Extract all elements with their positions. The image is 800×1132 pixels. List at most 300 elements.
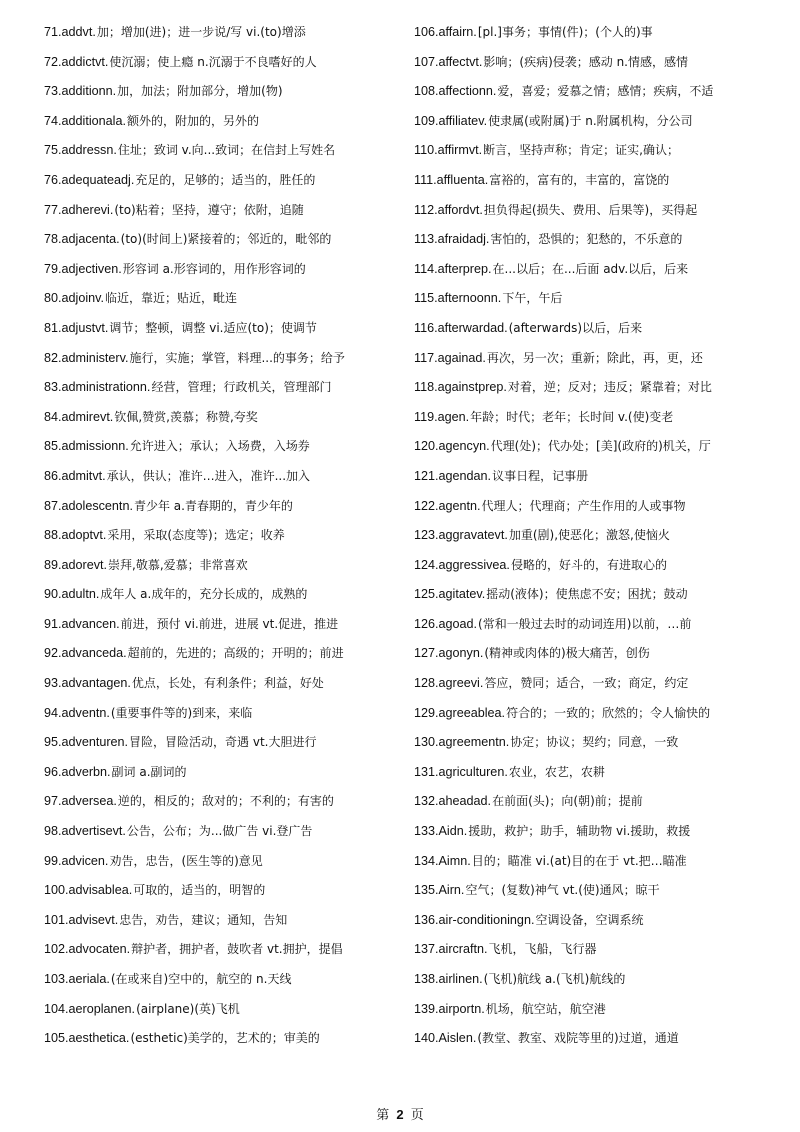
entry-pos: v. xyxy=(476,587,486,602)
vocab-entry xyxy=(44,668,416,698)
entry-word: admire xyxy=(61,409,101,424)
entry-definition: 议事日程，记事册 xyxy=(492,468,589,483)
entry-number: 110. xyxy=(414,143,438,158)
entry-number: 77. xyxy=(44,202,62,217)
entry-word: adolescent xyxy=(61,498,123,513)
entry-pos: ad. xyxy=(473,794,492,809)
entry-definition: 再次，另一次；重新；除此，再，更，还 xyxy=(486,350,703,365)
entry-pos: vt. xyxy=(469,54,483,69)
entry-number: 133. xyxy=(414,824,439,839)
entry-definition: 符合的；一致的；欣然的；令人愉快的 xyxy=(506,705,711,720)
entry-pos: n. xyxy=(106,143,117,158)
entry-number: 119. xyxy=(414,409,438,424)
page-footer xyxy=(0,1104,800,1123)
entry-number: 108. xyxy=(414,84,439,99)
vocab-entry xyxy=(44,402,416,432)
vocab-entry xyxy=(44,491,416,521)
entry-word: affection xyxy=(438,84,486,99)
entry-number: 120. xyxy=(414,439,439,454)
entry-definition: (重要事件等的)到来，来临 xyxy=(110,705,253,720)
entry-pos: a. xyxy=(494,705,506,720)
entry-definition: 协定；协议；契约；同意，一致 xyxy=(510,735,679,750)
entry-number: 82. xyxy=(44,350,62,365)
entry-pos: a. xyxy=(121,883,133,898)
entry-definition: 调节；整顿，调整 vi.适应(to)；使调节 xyxy=(109,320,317,335)
entry-pos: n. xyxy=(497,764,508,779)
vocab-entry xyxy=(414,491,786,521)
entry-definition: 施行，实施；掌管，料理...的事务；给予 xyxy=(129,350,345,365)
vocab-entry xyxy=(414,17,786,47)
vocab-entry xyxy=(414,698,786,728)
entry-word: afford xyxy=(437,202,470,217)
entry-word: afternoon xyxy=(437,291,491,306)
entry-pos: a. xyxy=(116,646,127,661)
entry-pos: a. xyxy=(118,1031,130,1046)
entry-definition: 住址；致词 v.向...致词；在信封上写姓名 xyxy=(117,143,336,158)
entry-number: 124. xyxy=(414,557,439,572)
entry-pos: v. xyxy=(95,291,105,306)
entry-number: 129. xyxy=(414,705,439,720)
entry-pos: prep. xyxy=(478,380,507,395)
entry-definition: 农业，农艺，农耕 xyxy=(508,764,605,779)
entry-pos: prep. xyxy=(462,261,492,276)
entry-definition: 崇拜,敬慕,爱慕；非常喜欢 xyxy=(108,557,248,572)
entry-definition: 影响；(疾病)侵袭；感动 n.情感，感情 xyxy=(483,54,688,69)
footer-prefix: 第 xyxy=(376,1108,390,1123)
entry-pos: n. xyxy=(109,616,120,631)
vocab-entry xyxy=(44,727,416,757)
entry-number: 89. xyxy=(44,557,62,572)
entry-number: 79. xyxy=(44,261,62,276)
entry-word: agriculture xyxy=(438,764,498,779)
entry-definition: 加；增加(进)；进一步说/写 vi.(to)增添 xyxy=(96,25,306,39)
vocab-entry xyxy=(414,195,786,225)
entry-pos: n. xyxy=(122,498,133,513)
entry-word: air-conditioning xyxy=(438,912,524,927)
entry-pos: a. xyxy=(109,232,120,247)
entry-word: adverb xyxy=(61,764,101,779)
entry-word: ahead xyxy=(438,794,474,809)
entry-pos: vi. xyxy=(100,202,114,217)
vocab-entry xyxy=(414,550,786,580)
entry-number: 81. xyxy=(44,320,62,335)
entry-number: 115. xyxy=(414,291,438,306)
vocab-entry xyxy=(414,875,786,905)
entry-pos: vt. xyxy=(468,143,483,158)
vocab-entry xyxy=(414,609,786,639)
entry-definition: 冒险，冒险活动，奇遇 vt.大胆进行 xyxy=(129,735,317,750)
entry-number: 136. xyxy=(414,912,439,927)
entry-pos: n. xyxy=(111,261,122,276)
vocab-entry xyxy=(44,934,416,964)
entry-pos: ad. xyxy=(468,350,486,365)
entry-number: 105. xyxy=(44,1031,69,1046)
entry-definition: 使沉溺；使上瘾 n.沉溺于不良嗜好的人 xyxy=(109,54,317,69)
vocab-entry xyxy=(44,313,416,343)
entry-definition: 空调设备，空调系统 xyxy=(535,912,644,927)
entry-definition: 答应，赞同；适合，一致；商定，约定 xyxy=(484,676,689,691)
vocab-entry xyxy=(44,550,416,580)
vocab-entry xyxy=(414,224,786,254)
entry-pos: n. xyxy=(470,498,481,513)
entry-number: 109. xyxy=(414,113,439,128)
vocab-entry xyxy=(414,757,786,787)
entry-number: 114. xyxy=(414,261,438,276)
entry-definition: 在前面(头)；向(朝)前；提前 xyxy=(492,794,643,809)
entry-pos: a. xyxy=(499,557,510,572)
entry-definition: (to)粘着；坚持，遵守；依附，追随 xyxy=(114,202,304,217)
entry-definition: 代理(处)；代办处；[美](政府的)机关，厅 xyxy=(490,439,711,454)
entry-pos: vt. xyxy=(95,54,109,69)
entry-definition: 形容词 a.形容词的，用作形容词的 xyxy=(122,261,306,276)
entry-number: 138. xyxy=(414,972,439,986)
entry-word: Aisle xyxy=(438,1031,466,1046)
entry-word: ago xyxy=(438,616,460,631)
vocab-entry xyxy=(414,964,786,994)
entry-pos: vi. xyxy=(470,676,484,691)
vocab-entry xyxy=(414,579,786,609)
entry-word: aircraft xyxy=(438,942,478,957)
entry-definition: 侵略的，好斗的，有进取心的 xyxy=(510,557,667,572)
entry-word: agree xyxy=(438,676,471,691)
entry-pos: n. xyxy=(456,824,468,839)
entry-word: aerial xyxy=(68,972,100,986)
entry-number: 99. xyxy=(44,853,62,868)
entry-definition: [pl.]事务；事情(件)；(个人的)事 xyxy=(477,25,653,39)
entry-definition: (常和一般过去时的动词连用)以前，…前 xyxy=(478,616,692,631)
vocab-entry xyxy=(44,135,416,165)
entry-number: 132. xyxy=(414,794,439,809)
entry-pos: v. xyxy=(119,350,129,365)
left-column xyxy=(44,17,416,1053)
entry-number: 101. xyxy=(44,912,69,927)
entry-number: 126. xyxy=(414,616,439,631)
entry-word: affair xyxy=(438,25,467,39)
vocab-entry xyxy=(44,224,416,254)
vocab-entry xyxy=(44,372,416,402)
entry-pos: n. xyxy=(474,1001,485,1016)
entry-word: agreement xyxy=(438,735,499,750)
vocab-entry xyxy=(414,994,786,1024)
entry-number: 84. xyxy=(44,409,62,424)
entry-word: afraid xyxy=(437,232,470,247)
entry-pos: n. xyxy=(523,912,535,927)
entry-number: 96. xyxy=(44,764,62,779)
entry-number: 121. xyxy=(414,468,439,483)
entry-word: afterward xyxy=(437,320,491,335)
vocab-entry xyxy=(414,520,786,550)
entry-number: 116. xyxy=(414,320,438,335)
entry-definition: 可取的，适当的，明智的 xyxy=(133,883,266,898)
footer-suffix: 页 xyxy=(410,1108,424,1123)
entry-word: Aid xyxy=(438,824,457,839)
entry-definition: (在或来自)空中的，航空的 n.天线 xyxy=(110,972,292,986)
entry-definition: 副词 a.副词的 xyxy=(111,764,187,779)
entry-word: against xyxy=(437,380,479,395)
entry-number: 80. xyxy=(44,291,62,306)
vocab-entry xyxy=(414,135,786,165)
entry-number: 91. xyxy=(44,616,62,631)
entry-definition: 公告，公布；为...做广告 vi.登广告 xyxy=(126,824,313,839)
entry-number: 85. xyxy=(44,439,62,454)
vocab-entry xyxy=(44,283,416,313)
entry-number: 83. xyxy=(44,380,62,395)
vocab-entry xyxy=(44,994,416,1024)
entry-pos: n. xyxy=(480,468,492,483)
entry-number: 135. xyxy=(414,883,439,898)
entry-word: adopt xyxy=(61,528,94,543)
entry-number: 90. xyxy=(44,587,62,602)
entry-word: adverse xyxy=(61,794,107,809)
entry-word: adhere xyxy=(61,202,101,217)
entry-number: 134. xyxy=(414,853,439,868)
vocab-entry xyxy=(44,431,416,461)
entry-definition: 空气；(复数)神气 vt.(使)通风；晾干 xyxy=(465,883,660,898)
entry-word: Aim xyxy=(438,853,461,868)
entry-number: 98. xyxy=(44,824,62,839)
entry-word: advocate xyxy=(68,942,120,957)
entry-word: aeroplane xyxy=(68,1001,125,1016)
vocab-entry xyxy=(414,165,786,195)
entry-word: Air xyxy=(438,883,454,898)
entry-word: advance xyxy=(61,616,110,631)
entry-number: 118. xyxy=(414,380,438,395)
vocab-entry xyxy=(44,47,416,77)
entry-pos: a. xyxy=(99,972,110,986)
entry-word: administration xyxy=(61,380,140,395)
entry-pos: n. xyxy=(100,764,111,779)
vocab-entry xyxy=(44,698,416,728)
vocab-entry xyxy=(44,165,416,195)
entry-number: 106. xyxy=(414,25,439,39)
vocab-entry xyxy=(44,786,416,816)
page-number: 2 xyxy=(396,1107,404,1122)
vocab-entry xyxy=(414,254,786,284)
vocab-entry xyxy=(414,283,786,313)
entry-word: adequate xyxy=(61,172,115,187)
entry-word: aggressive xyxy=(438,557,500,572)
entry-number: 72. xyxy=(44,54,62,69)
entry-pos: n. xyxy=(485,84,497,99)
vocab-entry xyxy=(44,461,416,491)
entry-definition: 超前的，先进的；高级的；开明的；前进 xyxy=(127,646,344,661)
entry-word: affiliate xyxy=(438,113,479,128)
entry-pos: vt. xyxy=(95,320,109,335)
entry-number: 111. xyxy=(414,172,437,187)
entry-pos: ad. xyxy=(459,616,478,631)
entry-word: age xyxy=(437,409,459,424)
vocab-entry xyxy=(44,964,416,994)
vocab-entry xyxy=(44,195,416,225)
vocab-entry xyxy=(44,254,416,284)
vocab-entry xyxy=(414,638,786,668)
entry-pos: n. xyxy=(119,942,131,957)
vocab-entry xyxy=(414,372,786,402)
entry-definition: 充足的，足够的；适当的，胜任的 xyxy=(135,172,316,187)
entry-definition: 飞机，飞船，飞行器 xyxy=(488,942,597,957)
entry-number: 112. xyxy=(414,202,438,217)
entry-pos: vt. xyxy=(92,468,106,483)
entry-number: 128. xyxy=(414,676,439,691)
entry-definition: (飞机)航线 a.(飞机)航线的 xyxy=(483,972,626,986)
entry-number: 125. xyxy=(414,587,439,602)
entry-pos: vt. xyxy=(93,557,108,572)
entry-word: admit xyxy=(61,468,93,483)
entry-pos: n. xyxy=(460,853,471,868)
vocab-entry xyxy=(414,1023,786,1053)
entry-definition: (esthetic)美学的，艺术的；审美的 xyxy=(130,1031,320,1046)
entry-definition: 使隶属(或附属)于 n.附属机构，分公司 xyxy=(488,113,693,128)
entry-number: 78. xyxy=(44,232,62,247)
entry-definition: (airplane)(英)飞机 xyxy=(136,1001,240,1016)
entry-word: advertise xyxy=(61,824,113,839)
entry-definition: 援助，救护；助手，辅助物 vi.援助，救援 xyxy=(468,824,691,839)
entry-definition: 爱，喜爱；爱慕之情；感情；疾病，不适 xyxy=(497,84,714,99)
entry-definition: 承认，供认；准许…进入，准许...加入 xyxy=(106,468,311,483)
entry-pos: v. xyxy=(478,113,488,128)
vocab-entry xyxy=(44,638,416,668)
entry-pos: a. xyxy=(477,172,489,187)
entry-definition: 对着，逆；反对；违反；紧靠着；对比 xyxy=(507,380,712,395)
entry-word: administer xyxy=(61,350,120,365)
entry-pos: n. xyxy=(105,84,117,99)
entry-definition: 优点，长处，有利条件；利益，好处 xyxy=(131,676,324,691)
entry-definition: 辩护者，拥护者，鼓吹者 vt.拥护，提倡 xyxy=(131,942,343,957)
entry-definition: (afterwards)以后，后来 xyxy=(508,320,643,335)
entry-definition: 前进，预付 vi.前进，进展 vt.促进，推进 xyxy=(120,616,339,631)
entry-number: 102. xyxy=(44,942,69,957)
vocab-entry xyxy=(44,76,416,106)
entry-definition: 允许进入；承认；入场费，入场券 xyxy=(129,439,310,454)
entry-definition: 富裕的，富有的，丰富的，富饶的 xyxy=(489,172,670,187)
entry-definition: (教堂、教室、戏院等里的)过道，通道 xyxy=(477,1031,679,1046)
entry-word: adjoin xyxy=(61,291,96,306)
vocab-entry xyxy=(44,520,416,550)
vocab-entry xyxy=(44,1023,416,1053)
vocab-entry xyxy=(414,668,786,698)
entry-pos: vt. xyxy=(112,824,126,839)
vocab-entry xyxy=(414,431,786,461)
entry-number: 140. xyxy=(414,1031,439,1046)
entry-pos: n. xyxy=(139,380,151,395)
entry-pos: n. xyxy=(118,439,129,454)
entry-word: advantage xyxy=(61,676,121,691)
entry-number: 76. xyxy=(44,172,62,187)
entry-pos: n. xyxy=(120,676,131,691)
entry-definition: 在...以后；在...后面 adv.以后，后来 xyxy=(492,261,689,276)
entry-word: admission xyxy=(61,439,119,454)
entry-word: airline xyxy=(438,972,473,986)
entry-number: 123. xyxy=(414,528,439,543)
entry-definition: 忠告，劝告，建议；通知，告知 xyxy=(119,912,288,927)
entry-definition: 青少年 a.青春期的，青少年的 xyxy=(133,498,293,513)
entry-pos: n. xyxy=(88,587,100,602)
vocab-entry xyxy=(44,609,416,639)
entry-pos: vt. xyxy=(104,912,119,927)
entry-pos: vt. xyxy=(82,25,96,39)
entry-number: 103. xyxy=(44,972,69,986)
entry-word: aggravate xyxy=(438,528,495,543)
entry-pos: n. xyxy=(117,735,129,750)
entry-pos: n. xyxy=(466,25,477,39)
entry-word: addition xyxy=(61,84,106,99)
entry-pos: n. xyxy=(472,646,484,661)
entry-pos: n. xyxy=(99,705,110,720)
entry-word: additional xyxy=(61,113,116,128)
entry-pos: n. xyxy=(477,942,488,957)
entry-definition: 摇动(液体)；使焦虑不安；困扰；鼓动 xyxy=(486,587,688,602)
entry-word: address xyxy=(61,143,107,158)
entry-word: adore xyxy=(61,557,94,572)
vocab-entry xyxy=(44,579,416,609)
vocab-entry xyxy=(414,934,786,964)
entry-definition: (to)(时间上)紧接着的；邻近的，毗邻的 xyxy=(120,232,332,247)
entry-word: advisable xyxy=(68,883,122,898)
entry-definition: (精神或肉体的)极大痛苦，创伤 xyxy=(484,646,650,661)
vocab-entry xyxy=(414,402,786,432)
entry-word: adventure xyxy=(61,735,118,750)
vocab-entry xyxy=(414,846,786,876)
entry-pos: ad. xyxy=(490,320,508,335)
entry-definition: 机场，航空站，航空港 xyxy=(485,1001,606,1016)
entry-definition: 担负得起(损失、费用、后果等)，买得起 xyxy=(483,202,698,217)
entry-pos: n. xyxy=(124,1001,136,1016)
entry-number: 137. xyxy=(414,942,439,957)
entry-definition: 临近，靠近；贴近，毗连 xyxy=(105,291,238,306)
vocab-entry xyxy=(44,816,416,846)
entry-pos: n. xyxy=(472,972,483,986)
entry-definition: 钦佩,赞赏,羡慕；称赞,夸奖 xyxy=(114,409,258,424)
vocab-entry xyxy=(414,47,786,77)
entry-word: affirm xyxy=(437,143,469,158)
entry-word: airport xyxy=(438,1001,475,1016)
entry-definition: 代理人；代理商；产生作用的人或事物 xyxy=(481,498,686,513)
entry-word: agitate xyxy=(438,587,477,602)
entry-word: adult xyxy=(61,587,89,602)
entry-pos: vt. xyxy=(100,409,114,424)
entry-word: affluent xyxy=(436,172,478,187)
vocab-entry xyxy=(44,875,416,905)
entry-word: advanced xyxy=(61,646,117,661)
vocab-entry xyxy=(44,846,416,876)
entry-number: 131. xyxy=(414,764,439,779)
entry-word: agent xyxy=(438,498,471,513)
vocab-entry xyxy=(414,786,786,816)
entry-word: adjacent xyxy=(61,232,110,247)
entry-definition: 年龄；时代；老年；长时间 v.(使)变老 xyxy=(470,409,674,424)
entry-pos: n. xyxy=(490,291,502,306)
entry-word: advice xyxy=(61,853,98,868)
entry-number: 100. xyxy=(44,883,69,898)
entry-number: 107. xyxy=(414,54,439,69)
entry-word: agenda xyxy=(438,468,481,483)
entry-pos: adj. xyxy=(114,172,135,187)
entry-pos: a. xyxy=(106,794,117,809)
vocab-entry xyxy=(44,17,416,47)
entry-number: 104. xyxy=(44,1001,69,1016)
vocab-entry xyxy=(414,313,786,343)
vocab-entry xyxy=(414,76,786,106)
entry-number: 88. xyxy=(44,528,62,543)
entry-definition: 采用，采取(态度等)；选定；收养 xyxy=(107,528,285,543)
entry-word: advise xyxy=(68,912,105,927)
entry-pos: vt. xyxy=(494,528,508,543)
entry-word: adjust xyxy=(61,320,96,335)
entry-number: 75. xyxy=(44,143,62,158)
entry-definition: 加，加法；附加部分，增加(物) xyxy=(117,84,283,99)
entry-word: add xyxy=(61,25,83,39)
entry-number: 122. xyxy=(414,498,439,513)
